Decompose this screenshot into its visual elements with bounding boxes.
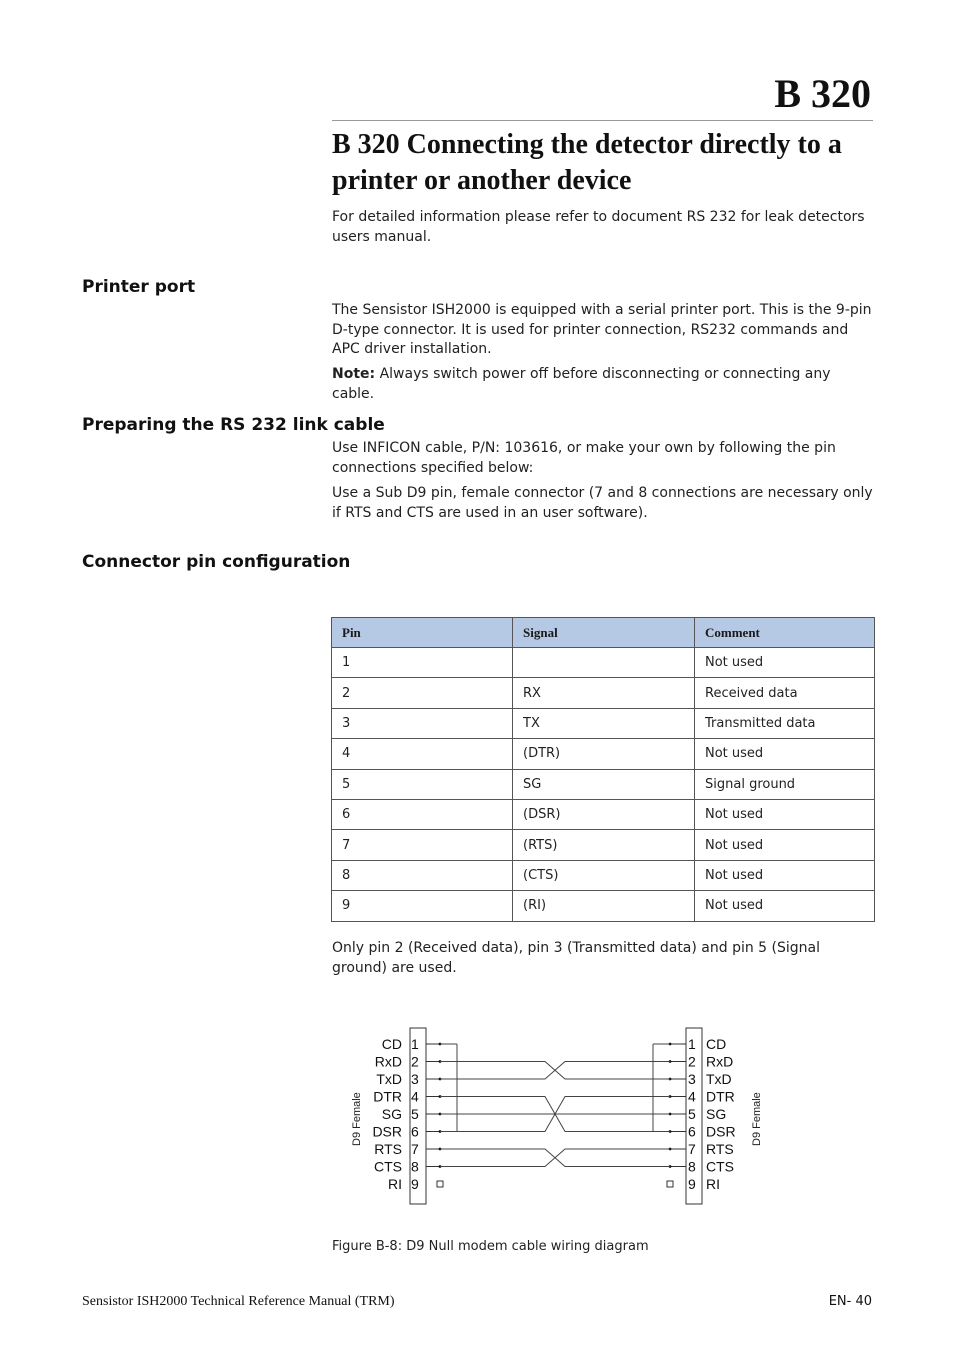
signal-cell: SG [513, 769, 695, 799]
comment-cell: Not used [695, 830, 875, 860]
comment-cell: Not used [695, 739, 875, 769]
footer-page-number: EN- 40 [828, 1294, 872, 1309]
comment-cell: Transmitted data [695, 708, 875, 738]
right-pin-number: 4 [688, 1088, 696, 1105]
left-connector-label: D9 Female [351, 1092, 363, 1146]
signal-cell: (CTS) [513, 860, 695, 890]
pin-cell: 6 [332, 799, 513, 829]
signal-cell: (RI) [513, 891, 695, 921]
right-pin-number: 7 [688, 1141, 696, 1157]
intro-paragraph: For detailed information please refer to document RS 232 for leak detectors users manual. [332, 209, 865, 245]
left-signal-label: TxD [376, 1071, 402, 1087]
left-pin-number: 6 [411, 1123, 419, 1140]
table-header-row [332, 618, 875, 648]
after-table-paragraph: Only pin 2 (Received data), pin 3 (Transmitted data) and pin 5 (Signal ground) are used. [332, 940, 821, 976]
pin-cell: 1 [332, 648, 513, 678]
note-text: Always switch power off before disconnecting or connecting any cable. [332, 366, 831, 402]
left-signal-label: DTR [373, 1088, 402, 1105]
left-pin-number: 4 [411, 1088, 419, 1105]
pin-cell: 7 [332, 830, 513, 860]
comment-cell: Not used [695, 860, 875, 890]
right-signal-label: TxD [706, 1071, 732, 1087]
table-row [332, 739, 875, 769]
heading-pin-config: Connector pin configuration [82, 552, 351, 572]
right-signal-label: RxD [706, 1053, 734, 1070]
comment-cell: Not used [695, 799, 875, 829]
left-pin-number: 9 [411, 1176, 419, 1192]
pin-cell: 2 [332, 678, 513, 708]
right-pin-number: 1 [688, 1036, 696, 1052]
table-row [332, 799, 875, 829]
pin-cell: 8 [332, 860, 513, 890]
comment-cell: Not used [695, 891, 875, 921]
heading-printer-port: Printer port [82, 277, 196, 297]
header-comment: Comment [695, 618, 875, 648]
pin-table [331, 617, 875, 922]
table-row [332, 708, 875, 738]
left-signal-label: RTS [374, 1141, 402, 1157]
left-pin-number: 5 [411, 1106, 419, 1122]
left-signal-label: CD [381, 1036, 402, 1052]
table-row [332, 648, 875, 678]
pin-cell: 3 [332, 708, 513, 738]
comment-cell: Received data [695, 678, 875, 708]
printer-port-paragraph: The Sensistor ISH2000 is equipped with a serial printer port. This is the 9-pin D-type connector. It is used for printer connection, RS232 commands and APC driver installation. [332, 302, 872, 357]
heading-cable: Preparing the RS 232 link cable [82, 415, 385, 435]
note-paragraph [332, 365, 874, 404]
right-signal-label: SG [706, 1106, 727, 1122]
pin-cell: 4 [332, 739, 513, 769]
wiring-diagram [340, 1018, 780, 1210]
left-signal-label: SG [381, 1106, 402, 1122]
left-pin-number: 2 [411, 1053, 419, 1070]
right-pin-number: 9 [688, 1176, 696, 1192]
left-signal-label: CTS [374, 1158, 402, 1175]
header-rule [332, 120, 873, 121]
left-signal-label: RxD [374, 1053, 402, 1070]
right-signal-label: DTR [706, 1088, 735, 1105]
footer-title: Sensistor ISH2000 Technical Reference Manual (TRM) [82, 1294, 395, 1309]
wire-txd-rxd [440, 1062, 670, 1080]
left-pin-number: 8 [411, 1158, 419, 1175]
cable-paragraph-2: Use a Sub D9 pin, female connector (7 and 8 connections are necessary only if RTS and CTS are used in an user software). [332, 485, 873, 521]
right-connector-label: D9 Female [751, 1092, 763, 1146]
table-row [332, 769, 875, 799]
right-pin-number: 3 [688, 1071, 696, 1087]
right-pin9-marker [667, 1181, 673, 1187]
pin-cell: 9 [332, 891, 513, 921]
right-signal-label: CD [706, 1036, 727, 1052]
signal-cell: (RTS) [513, 830, 695, 860]
left-pin9-marker [437, 1181, 443, 1187]
signal-cell [513, 648, 695, 678]
right-signal-label: DSR [706, 1123, 736, 1140]
left-pin-number: 3 [411, 1071, 419, 1087]
comment-cell: Signal ground [695, 769, 875, 799]
right-pin-number: 8 [688, 1158, 696, 1175]
signal-cell: (DSR) [513, 799, 695, 829]
chapter-label: B 320 [774, 71, 871, 116]
left-signal-label: RI [388, 1176, 402, 1192]
left-pin-number: 1 [411, 1036, 419, 1052]
header-signal: Signal [513, 618, 695, 648]
pin-cell: 5 [332, 769, 513, 799]
table-row [332, 830, 875, 860]
right-signal-label: RTS [706, 1141, 734, 1157]
wire-cts-rts [440, 1149, 670, 1167]
header-pin: Pin [332, 618, 513, 648]
figure-caption: Figure B-8: D9 Null modem cable wiring diagram [332, 1239, 649, 1254]
right-pin-number: 5 [688, 1106, 696, 1122]
cable-paragraph-1: Use INFICON cable, P/N: 103616, or make your own by following the pin connections specified below: [332, 440, 836, 476]
right-signal-label: CTS [706, 1158, 734, 1175]
right-signal-label: RI [706, 1176, 720, 1192]
table-row [332, 678, 875, 708]
page-title: B 320 Connecting the detector directly to a printer or another device [332, 129, 842, 196]
right-pin-number: 2 [688, 1053, 696, 1070]
right-pin-number: 6 [688, 1123, 696, 1140]
left-signal-label: DSR [372, 1123, 402, 1140]
table-row [332, 860, 875, 890]
comment-cell: Not used [695, 648, 875, 678]
table-row [332, 891, 875, 921]
signal-cell: RX [513, 678, 695, 708]
signal-cell: TX [513, 708, 695, 738]
left-pin-number: 7 [411, 1141, 419, 1157]
note-label: Note: [332, 366, 376, 382]
signal-cell: (DTR) [513, 739, 695, 769]
